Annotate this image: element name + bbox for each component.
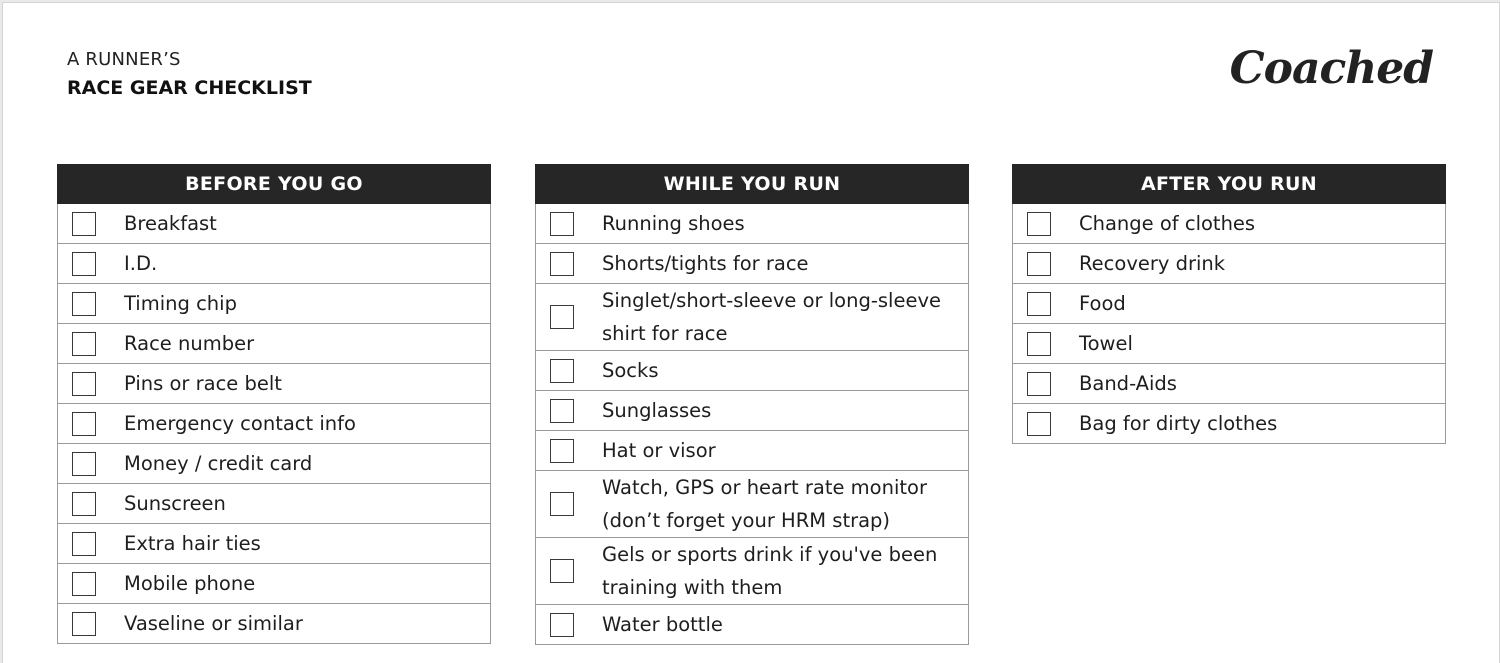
checkbox[interactable] — [550, 252, 574, 276]
checklist-item[interactable] — [58, 604, 490, 644]
checklist-item[interactable] — [536, 351, 968, 391]
item-label: Emergency contact info — [124, 412, 356, 435]
item-label: Hat or visor — [602, 439, 716, 462]
brand-logo: Coached — [1229, 43, 1433, 94]
checkbox[interactable] — [550, 613, 574, 637]
checkbox[interactable] — [72, 452, 96, 476]
checklist-item[interactable] — [1013, 284, 1445, 324]
checkbox[interactable] — [1027, 212, 1051, 236]
header-kicker: A RUNNER’S — [67, 49, 181, 70]
checklist-item[interactable] — [536, 284, 968, 351]
checkbox[interactable] — [72, 572, 96, 596]
checkbox[interactable] — [72, 492, 96, 516]
column-heading: BEFORE YOU GO — [57, 164, 491, 204]
checklist-item[interactable] — [58, 444, 490, 484]
checkbox[interactable] — [550, 559, 574, 583]
document-header — [67, 47, 312, 101]
checklist-item[interactable] — [58, 564, 490, 604]
checklist — [535, 204, 969, 645]
checklist-item[interactable] — [58, 204, 490, 244]
checklist-item[interactable] — [536, 204, 968, 244]
item-label: Sunglasses — [602, 399, 712, 422]
item-label: Gels or sports drink if you've been training with them — [602, 543, 938, 599]
checkbox[interactable] — [550, 305, 574, 329]
checkbox[interactable] — [550, 399, 574, 423]
item-label: Towel — [1079, 332, 1133, 355]
checklist-item[interactable] — [536, 244, 968, 284]
item-label: Change of clothes — [1079, 212, 1256, 235]
checkbox[interactable] — [550, 439, 574, 463]
item-label: Socks — [602, 359, 659, 382]
item-label: Pins or race belt — [124, 372, 282, 395]
item-label: Vaseline or similar — [124, 612, 303, 635]
item-label: Breakfast — [124, 212, 217, 235]
item-label: Food — [1079, 292, 1126, 315]
item-label: Timing chip — [124, 292, 237, 315]
checklist-item[interactable] — [1013, 244, 1445, 284]
checklist — [57, 204, 491, 644]
checkbox[interactable] — [72, 332, 96, 356]
checkbox[interactable] — [1027, 412, 1051, 436]
column-heading: WHILE YOU RUN — [535, 164, 969, 204]
checklist-item[interactable] — [58, 324, 490, 364]
column-before-you-go — [57, 164, 491, 644]
checkbox[interactable] — [550, 492, 574, 516]
checklist-item[interactable] — [1013, 204, 1445, 244]
checklist-item[interactable] — [536, 431, 968, 471]
item-label: Mobile phone — [124, 572, 256, 595]
checkbox[interactable] — [1027, 292, 1051, 316]
checkbox[interactable] — [550, 359, 574, 383]
checkbox[interactable] — [1027, 332, 1051, 356]
checkbox[interactable] — [1027, 372, 1051, 396]
item-label: Extra hair ties — [124, 532, 261, 555]
item-label: Band-Aids — [1079, 372, 1177, 395]
page-title: RACE GEAR CHECKLIST — [67, 77, 312, 99]
checklist-item[interactable] — [536, 605, 968, 645]
checklist-item[interactable] — [58, 284, 490, 324]
item-label: Sunscreen — [124, 492, 226, 515]
item-label: Water bottle — [602, 613, 723, 636]
checklist-item[interactable] — [58, 484, 490, 524]
checklist-item[interactable] — [1013, 324, 1445, 364]
checklist-item[interactable] — [536, 471, 968, 538]
checklist-item[interactable] — [58, 524, 490, 564]
checklist-item[interactable] — [58, 244, 490, 284]
item-label: Watch, GPS or heart rate monitor (don’t forget your HRM strap) — [602, 476, 927, 532]
checklist-item[interactable] — [536, 538, 968, 605]
checklist-item[interactable] — [58, 404, 490, 444]
checklist-item[interactable] — [1013, 404, 1445, 444]
column-heading: AFTER YOU RUN — [1012, 164, 1446, 204]
item-label: Bag for dirty clothes — [1079, 412, 1278, 435]
checklist-item[interactable] — [536, 391, 968, 431]
checkbox[interactable] — [72, 532, 96, 556]
checkbox[interactable] — [72, 372, 96, 396]
checkbox[interactable] — [72, 252, 96, 276]
checklist-page — [2, 2, 1500, 663]
item-label: Shorts/tights for race — [602, 252, 809, 275]
checkbox[interactable] — [72, 612, 96, 636]
checkbox[interactable] — [72, 292, 96, 316]
column-while-you-run — [535, 164, 969, 645]
item-label: Running shoes — [602, 212, 745, 235]
item-label: Recovery drink — [1079, 252, 1226, 275]
checkbox[interactable] — [550, 212, 574, 236]
checklist — [1012, 204, 1446, 444]
column-after-you-run — [1012, 164, 1446, 444]
checklist-item[interactable] — [1013, 364, 1445, 404]
item-label: Singlet/short-sleeve or long-sleeve shirt for race — [602, 289, 941, 345]
item-label: I.D. — [124, 252, 158, 275]
checkbox[interactable] — [1027, 252, 1051, 276]
item-label: Race number — [124, 332, 255, 355]
checkbox[interactable] — [72, 412, 96, 436]
item-label: Money / credit card — [124, 452, 313, 475]
checklist-item[interactable] — [58, 364, 490, 404]
checkbox[interactable] — [72, 212, 96, 236]
